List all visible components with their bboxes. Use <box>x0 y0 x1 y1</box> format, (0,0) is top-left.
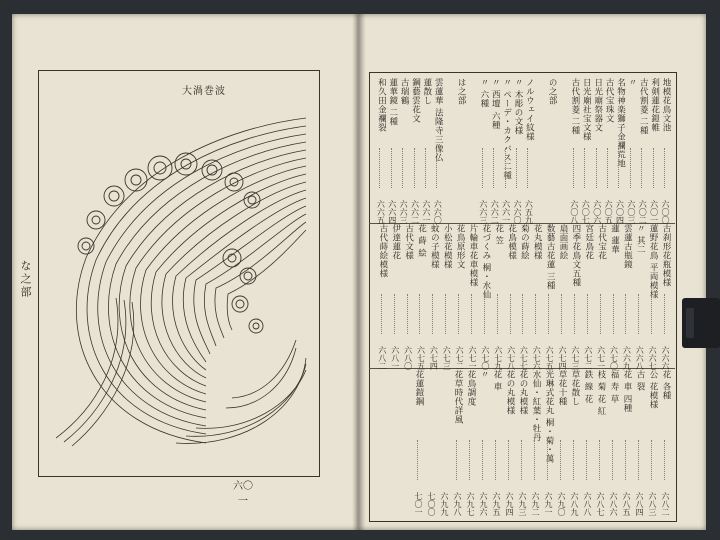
index-band-bottom <box>371 370 673 518</box>
index-entry-page: 六〇〇 <box>661 200 670 224</box>
index-entry <box>374 78 387 224</box>
great-wave-illustration <box>56 108 308 448</box>
dot-leader <box>641 148 644 188</box>
index-entry-title: 〃 六種 <box>478 78 489 109</box>
dot-leader <box>664 148 667 188</box>
index-entry <box>412 370 425 516</box>
index-entry <box>376 224 389 370</box>
index-entry-title: 蓮華鏡 二種 <box>387 78 398 127</box>
dot-leader <box>508 440 511 480</box>
dot-leader <box>510 294 513 334</box>
index-entry-page: 六六六 <box>661 346 670 370</box>
index-entry <box>522 78 535 224</box>
index-entry-page: 六七一 <box>467 346 477 370</box>
index-band-top <box>371 78 673 226</box>
index-entry-title: 〃 西壇 六種 <box>490 78 501 130</box>
dot-leader <box>630 148 633 188</box>
index-entry <box>633 370 646 516</box>
index-entry-title: は之部 <box>456 78 467 105</box>
index-entry-page: 六八五 <box>622 492 631 516</box>
index-entry-title: 福 寿 草 <box>609 370 619 404</box>
index-entry-page: 六八八 <box>583 492 592 516</box>
index-entry <box>488 78 501 224</box>
dot-leader <box>456 440 459 480</box>
index-entry-page: 六九四 <box>505 492 514 516</box>
index-entry-page: 六〇八 <box>569 200 579 224</box>
dot-leader <box>436 148 439 188</box>
index-entry <box>659 224 672 370</box>
index-entry <box>594 370 607 516</box>
index-entry <box>591 78 604 224</box>
dot-leader <box>381 294 384 334</box>
dot-leader <box>471 294 474 334</box>
index-entry-title: 雲蓮古瓶鏡 <box>622 224 633 269</box>
index-entry-page: 七〇一 <box>414 492 423 516</box>
index-entry-title: 〃 <box>479 370 489 379</box>
index-entry <box>477 370 490 516</box>
dot-leader <box>391 148 394 188</box>
index-entry-title: 〃 木彫の文様 <box>513 78 523 136</box>
index-entry-page: 六六五 <box>376 200 386 224</box>
index-entry-title: 〃 ペーデ・カクバス二種 <box>501 78 512 181</box>
dot-leader <box>516 148 519 188</box>
index-entry-page: 六九八 <box>453 492 462 516</box>
index-entry <box>582 224 595 370</box>
dot-leader <box>482 440 485 480</box>
index-entry-title: 古 裂 <box>635 370 645 392</box>
dot-leader <box>625 440 628 480</box>
dot-leader <box>482 148 485 188</box>
index-entry-title: 宮廷鳥花 <box>583 224 594 260</box>
index-entry-title: 花丸模様 <box>532 224 543 260</box>
index-entry <box>595 224 608 370</box>
dot-leader <box>587 294 590 334</box>
index-entry <box>465 78 478 224</box>
dot-leader <box>573 440 576 480</box>
index-entry-page: 六六七 <box>648 346 658 370</box>
index-entry-page: 六七〇 <box>480 346 490 370</box>
index-entry-page: 六六二 <box>490 200 500 224</box>
index-entry-title: 花鳥模様 <box>506 224 517 260</box>
index-entry <box>545 78 558 224</box>
index-entry <box>608 224 621 370</box>
index-entry <box>555 370 568 516</box>
index-entry <box>569 224 582 370</box>
index-entry-page: 六〇一 <box>649 200 659 224</box>
index-entry <box>620 370 633 516</box>
index-entry-page: 六七五 <box>416 346 426 370</box>
index-entry <box>529 370 542 516</box>
index-entry-page: 六六四 <box>387 200 397 224</box>
dot-leader <box>527 148 530 188</box>
dot-leader <box>599 440 602 480</box>
index-entry <box>511 78 524 224</box>
index-entry-page: 六〇七 <box>581 200 591 224</box>
index-entry <box>402 224 415 370</box>
index-entry <box>543 224 556 370</box>
index-entry <box>633 224 646 370</box>
index-entry-title: 花 車 <box>492 370 502 392</box>
index-entry <box>556 224 569 370</box>
index-entry-page: 六六三 <box>478 200 488 224</box>
index-entry-title: 古代割菱 二種 <box>569 78 580 136</box>
index-entry <box>613 78 626 224</box>
dot-leader <box>402 148 405 188</box>
dot-leader <box>651 294 654 334</box>
index-entry-title: 蓮散し <box>421 78 432 105</box>
dot-leader <box>625 294 628 334</box>
dot-leader <box>547 440 550 480</box>
index-entry <box>500 78 513 224</box>
index-entry <box>579 78 592 224</box>
index-entry <box>490 370 503 516</box>
index-entry-title: 古代割菱 二種 <box>638 78 649 136</box>
index-entry-page: 六七八 <box>506 346 516 370</box>
index-entry <box>646 370 659 516</box>
index-entry <box>438 370 451 516</box>
index-entry <box>466 224 479 370</box>
index-entry <box>534 78 547 224</box>
index-entry <box>409 78 422 224</box>
index-entry-title: 花 笠 <box>493 224 504 246</box>
index-entry <box>451 370 464 516</box>
index-entry <box>389 224 402 370</box>
index-entry <box>659 78 672 224</box>
index-entry <box>397 78 410 224</box>
index-entry-page: 六六〇 <box>433 200 443 224</box>
dot-leader <box>425 148 428 188</box>
index-entry-page: 六九〇 <box>557 492 566 516</box>
index-entry-page: 六八七 <box>596 492 605 516</box>
index-entry <box>443 78 456 224</box>
index-entry-page: 六九三 <box>518 492 527 516</box>
index-entry-title: 枝 菊 花 紅 <box>596 370 606 416</box>
dot-leader <box>521 440 524 480</box>
dot-leader <box>407 294 410 334</box>
dot-leader <box>573 148 576 188</box>
index-entry-page: 六八二 <box>377 346 387 370</box>
index-entry-title: 花鳥調度 <box>466 370 476 406</box>
dot-leader <box>414 148 417 188</box>
index-entry-title: 日光廟祭器文 <box>592 78 603 132</box>
dot-leader <box>484 294 487 334</box>
index-entry-page: 六九七 <box>466 492 475 516</box>
dot-leader <box>417 440 420 480</box>
dot-leader <box>432 294 435 334</box>
dot-leader <box>561 294 564 334</box>
dot-leader <box>535 294 538 334</box>
index-entry-page: 六九二 <box>531 492 540 516</box>
dot-leader <box>638 294 641 334</box>
index-entry-page: 六〇六 <box>592 200 602 224</box>
index-entry-title: 扇面画絵 <box>558 224 569 260</box>
dot-leader <box>600 294 603 334</box>
index-entry-title: 鋼藝雲花文 <box>410 78 421 123</box>
dot-leader <box>638 440 641 480</box>
index-entry-title: の之部 <box>547 78 558 105</box>
index-entry <box>568 370 581 516</box>
index-entry-title: 草花十種 <box>557 370 567 406</box>
index-entry-title: 古代宝花 <box>596 224 607 260</box>
binder-clip <box>682 298 720 348</box>
dot-leader <box>613 294 616 334</box>
dot-leader <box>379 148 382 188</box>
index-entry-page: 六六三 <box>399 200 409 224</box>
index-entry-title: 花 蒔 絵 <box>416 224 427 258</box>
dot-leader <box>522 294 525 334</box>
index-entry <box>454 78 467 224</box>
index-entry-page: 六六〇 <box>513 200 522 224</box>
index-entry <box>542 370 555 516</box>
index-entry <box>581 370 594 516</box>
dot-leader <box>574 294 577 334</box>
index-entry-page: 六九一 <box>544 492 553 516</box>
dot-leader <box>651 440 654 480</box>
index-entry-page: 六七九 <box>493 346 503 370</box>
index-entry-title: 蚊の子模様 <box>429 224 440 269</box>
index-entry-page: 六八二 <box>661 492 670 516</box>
index-entry-title: 草花散し <box>570 370 580 406</box>
index-entry-page: 六七六 <box>532 346 542 370</box>
page-number: 六〇一 <box>233 481 253 507</box>
index-entry <box>440 224 453 370</box>
dot-leader <box>584 148 587 188</box>
dot-leader <box>394 294 397 334</box>
index-entry-title: 片輪車花車模様 <box>467 224 478 287</box>
index-entry-page: 六八〇 <box>403 346 413 370</box>
dot-leader <box>458 294 461 334</box>
index-entry <box>431 78 444 224</box>
dot-leader <box>618 148 621 188</box>
index-entry-page: 六八四 <box>635 492 644 516</box>
dot-leader <box>534 440 537 480</box>
index-entry-page: 六六九 <box>622 346 632 370</box>
index-entry <box>659 370 672 516</box>
index-entry-page: 六九五 <box>492 492 501 516</box>
index-entry-title: 日光廟社宝文様 <box>581 78 592 141</box>
index-band-middle <box>371 224 673 372</box>
index-entry-title: 古刹形花瓶模様 <box>661 224 671 287</box>
index-entry-title: 花の丸模様 <box>505 370 515 415</box>
index-entry <box>517 224 530 370</box>
index-entry <box>503 370 516 516</box>
index-entry-page: 六八九 <box>570 492 579 516</box>
index-entry-title: 花づくみ 桐・水仙 <box>480 224 491 300</box>
index-entry-title: 小松花模様 <box>442 224 453 269</box>
index-entry-page: 六七一 <box>596 346 606 370</box>
index-entry <box>420 78 433 224</box>
index-entry-page: 六五九 <box>524 200 534 224</box>
index-entry-title: 花鳥原形文 <box>455 224 466 269</box>
index-entry-title: 鉄 線 花 <box>583 370 593 404</box>
index-entry-page: 六八一 <box>390 346 400 370</box>
index-entry <box>386 78 399 224</box>
index-entry <box>427 224 440 370</box>
index-entry-page: 六九六 <box>479 492 488 516</box>
dot-leader <box>560 440 563 480</box>
dot-leader <box>664 294 667 334</box>
index-entry <box>648 78 661 224</box>
index-entry-page: 六九九 <box>440 492 449 516</box>
index-entry-page: 六七四 <box>558 346 568 370</box>
index-entry-title: 古代蒔絵模様 <box>377 224 388 278</box>
index-entry-title: 公 花模様 <box>648 370 658 410</box>
index-entry <box>464 370 477 516</box>
plate-title: 大渦巻波 <box>182 86 226 97</box>
index-entry <box>602 78 615 224</box>
index-entry-title: 伊達蓮花 <box>390 224 401 260</box>
index-entry <box>530 224 543 370</box>
dot-leader <box>497 294 500 334</box>
index-entry <box>646 224 659 370</box>
dot-leader <box>612 440 615 480</box>
index-entry-title: 蓮野花鳥 平両模様 <box>648 224 659 300</box>
index-entry <box>625 78 638 224</box>
index-entry-page: 六八六 <box>609 492 618 516</box>
index-entry-page: 七〇〇 <box>427 492 436 516</box>
index-entry-title: 四季花鳥文五種 <box>570 224 581 287</box>
index-entry <box>516 370 529 516</box>
index-entry-title: 名物神楽獅子金襴荒地 <box>615 78 626 168</box>
dot-leader <box>548 294 551 334</box>
dot-leader <box>495 440 498 480</box>
index-entry-title: 地模花鳥文池 <box>661 78 671 132</box>
index-entry <box>477 78 490 224</box>
index-entry-page: 六七四 <box>429 346 439 370</box>
index-entry <box>636 78 649 224</box>
index-entry <box>479 224 492 370</box>
index-entry-title: 光琳式花丸 桐・菊・萬 <box>544 370 554 464</box>
section-label: な之部 <box>19 260 32 299</box>
dot-leader <box>586 440 589 480</box>
index-entry-title: 利剣蓮花鎧帷 <box>649 78 660 132</box>
index-entry-page: 六〇五 <box>604 200 614 224</box>
index-entry-title: 花蓮鎧鋼 <box>414 370 424 406</box>
index-entry-page: 六七三 <box>570 346 580 370</box>
index-entry-page: 六六一 <box>421 200 431 224</box>
index-entry <box>568 78 581 224</box>
index-entry-title: 花 各種 <box>661 370 671 401</box>
index-entry-title: 古代文様 <box>403 224 414 260</box>
index-entry-title: 和久田金襴裂 <box>376 78 387 132</box>
dot-leader <box>607 148 610 188</box>
index-entry-page: 六〇二 <box>638 200 648 224</box>
index-entry-page: 六八三 <box>648 492 657 516</box>
book-gutter <box>352 14 366 530</box>
index-entry-title: 花草時代詳風 <box>453 370 463 424</box>
index-entry-title: ノルウェイ紋様 <box>524 78 535 141</box>
index-entry-page: 六七二 <box>455 346 465 370</box>
index-entry-page: 六六八 <box>635 346 645 370</box>
index-entry-page: 六七七 <box>519 346 529 370</box>
dot-leader <box>505 148 508 188</box>
dot-leader <box>653 148 656 188</box>
dot-leader <box>596 148 599 188</box>
index-entry-title: 〃 <box>626 78 637 87</box>
index-entry-title: 花 車 四種 <box>622 370 632 413</box>
index-entry-title: 〃 其二 <box>635 224 646 255</box>
dot-leader <box>419 294 422 334</box>
index-entry-title: 菊の蒔絵 <box>519 224 530 260</box>
index-entry <box>453 224 466 370</box>
index-entry-page: 六七〇 <box>609 346 619 370</box>
index-entry-page: 六七三 <box>442 346 452 370</box>
dot-leader <box>664 440 667 480</box>
dot-leader <box>469 440 472 480</box>
index-entry-title: 水仙・紅葉・牡丹 <box>531 370 541 442</box>
dot-leader <box>445 294 448 334</box>
index-entry-page: 六六二 <box>410 200 420 224</box>
dot-leader <box>493 148 496 188</box>
index-entry-title: 数藝古花蓮 三種 <box>545 224 556 291</box>
index-entry <box>425 370 438 516</box>
index-entry-title: 雲蓮華 法隆寺三像仏 <box>433 78 444 163</box>
index-entry-page: 六六一 <box>501 200 511 224</box>
index-entry-title: 蓮 蓮華 <box>609 224 620 255</box>
index-entry-title: 古瑞鶴 <box>399 78 410 105</box>
index-entry-page: 六〇三 <box>626 200 636 224</box>
index-entry <box>607 370 620 516</box>
index-entry-page: 六七五 <box>545 346 555 370</box>
index-entry <box>492 224 505 370</box>
index-entry <box>557 78 570 224</box>
index-entry-page: 六〇四 <box>615 200 625 224</box>
index-entry-title: 花の丸模様 <box>518 370 528 415</box>
index-entry-title: 古代宝珠文 <box>604 78 615 123</box>
index-entry <box>414 224 427 370</box>
index-entry <box>620 224 633 370</box>
index-entry <box>505 224 518 370</box>
index-entry-page: 六七二 <box>583 346 593 370</box>
